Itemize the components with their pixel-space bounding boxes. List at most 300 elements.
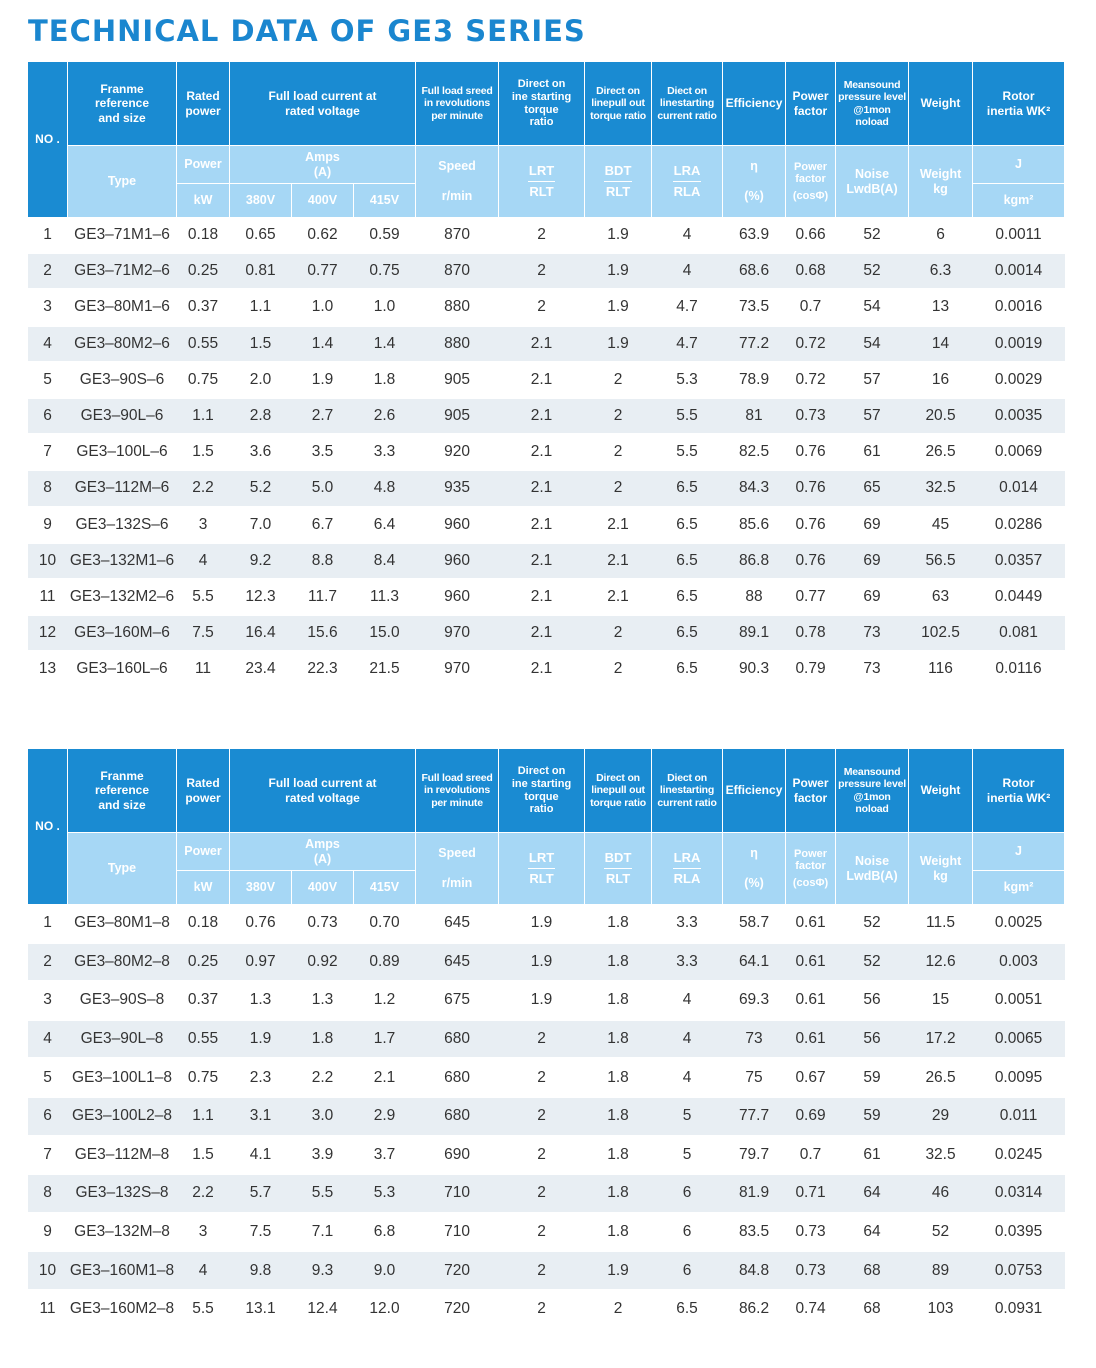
table-cell: 77.2 — [723, 326, 786, 362]
table-cell: 75 — [723, 1058, 786, 1097]
table-row — [28, 507, 1065, 543]
table-cell: 0.7 — [786, 1136, 836, 1175]
header-j: J — [973, 833, 1065, 871]
table-cell: 5.5 — [652, 398, 723, 434]
table-row — [28, 615, 1065, 651]
table-cell: 6.8 — [354, 1213, 416, 1252]
table-cell: 1.8 — [585, 1174, 652, 1213]
cell-no: 1 — [28, 905, 68, 943]
table-cell: 0.62 — [292, 218, 354, 254]
table-cell: 4.8 — [354, 470, 416, 506]
cell-no: 4 — [28, 326, 68, 362]
cell-type: GE3–80M1–8 — [68, 905, 177, 943]
table-cell: 6.5 — [652, 579, 723, 615]
table-cell: 61 — [836, 1136, 909, 1175]
table-cell: 81.9 — [723, 1174, 786, 1213]
table-cell: 2.1 — [585, 543, 652, 579]
table-cell: 1.3 — [292, 981, 354, 1020]
table-cell: 26.5 — [909, 1058, 973, 1097]
cell-type: GE3–71M1–6 — [68, 218, 177, 254]
table-cell: 0.75 — [177, 362, 230, 398]
table-cell: 970 — [416, 651, 499, 687]
table-cell: 1.9 — [292, 362, 354, 398]
table-cell: 2.1 — [499, 543, 585, 579]
table-cell: 77.7 — [723, 1097, 786, 1136]
header-rated-power: Rated power — [177, 749, 230, 833]
table-cell: 89 — [909, 1251, 973, 1290]
table-cell: 2 — [499, 289, 585, 325]
table-cell: 84.8 — [723, 1251, 786, 1290]
table-cell: 15.6 — [292, 615, 354, 651]
table-cell: 0.76 — [786, 470, 836, 506]
table-cell: 0.011 — [973, 1097, 1065, 1136]
header-power: Power — [177, 146, 230, 184]
table-cell: 3.3 — [652, 943, 723, 982]
header-speed: Speed r/min — [416, 833, 499, 905]
table-cell: 1.4 — [292, 326, 354, 362]
table-row — [28, 1251, 1065, 1290]
header-cos-phi: Power factor (cosΦ) — [786, 146, 836, 218]
table-cell: 0.37 — [177, 289, 230, 325]
table-cell: 89.1 — [723, 615, 786, 651]
table-cell: 0.74 — [786, 1290, 836, 1329]
table-cell: 52 — [909, 1213, 973, 1252]
table-cell: 0.75 — [177, 1058, 230, 1097]
cell-no: 5 — [28, 1058, 68, 1097]
header-row-top — [28, 749, 1065, 833]
header-lra-rla: $\frac{\text{LRA}}{\text{RLA}}$ — [652, 833, 723, 905]
table-cell: 2 — [499, 253, 585, 289]
table-cell: 0.0014 — [973, 253, 1065, 289]
cell-no: 9 — [28, 507, 68, 543]
table-cell: 82.5 — [723, 434, 786, 470]
table-row — [28, 579, 1065, 615]
table-cell: 4 — [652, 218, 723, 254]
table-cell: 2.7 — [292, 398, 354, 434]
table-cell: 9.2 — [230, 543, 292, 579]
table-cell: 9.8 — [230, 1251, 292, 1290]
table-cell: 6.5 — [652, 615, 723, 651]
table-cell: 0.55 — [177, 326, 230, 362]
table-cell: 2 — [585, 398, 652, 434]
table-cell: 1.8 — [292, 1020, 354, 1059]
table-cell: 4 — [652, 1020, 723, 1059]
cell-no: 7 — [28, 1136, 68, 1175]
table-cell: 4.7 — [652, 289, 723, 325]
table-cell: 1.1 — [177, 1097, 230, 1136]
table-cell: 13.1 — [230, 1290, 292, 1329]
table-cell: 1.9 — [585, 218, 652, 254]
table-cell: 2.9 — [354, 1097, 416, 1136]
table-cell: 0.78 — [786, 615, 836, 651]
table-cell: 0.76 — [786, 434, 836, 470]
table-cell: 645 — [416, 943, 499, 982]
table-cell: 0.003 — [973, 943, 1065, 982]
header-lrt-rlt: $\frac{\text{LRT}}{\text{RLT}}$ — [499, 833, 585, 905]
table-cell: 0.0449 — [973, 579, 1065, 615]
table-cell: 0.014 — [973, 470, 1065, 506]
cell-type: GE3–100L2–8 — [68, 1097, 177, 1136]
table-cell: 46 — [909, 1174, 973, 1213]
table-cell: 14 — [909, 326, 973, 362]
table-cell: 8.8 — [292, 543, 354, 579]
header-no: NO . — [28, 62, 68, 218]
cell-type: GE3–160M–6 — [68, 615, 177, 651]
table-cell: 3.6 — [230, 434, 292, 470]
table-cell: 1.9 — [585, 1251, 652, 1290]
table-cell: 88 — [723, 579, 786, 615]
table-cell: 21.5 — [354, 651, 416, 687]
header-power: Power — [177, 833, 230, 871]
table-row — [28, 1097, 1065, 1136]
table-cell: 6 — [909, 218, 973, 254]
table-cell: 0.0051 — [973, 981, 1065, 1020]
table-row — [28, 1020, 1065, 1059]
header-starting-torque: Direct on ine starting torque ratio — [499, 749, 585, 833]
cell-type: GE3–71M2–6 — [68, 253, 177, 289]
table-cell: 2.2 — [177, 1174, 230, 1213]
table-cell: 0.76 — [786, 543, 836, 579]
table-cell: 2.1 — [499, 651, 585, 687]
header-bdt-rlt: $\frac{\text{BDT}}{\text{RLT}}$ — [585, 833, 652, 905]
table-cell: 73.5 — [723, 289, 786, 325]
table-cell: 12.0 — [354, 1290, 416, 1329]
header-weight-kg: Weight kg — [909, 833, 973, 905]
table-body — [28, 905, 1065, 1329]
table-cell: 675 — [416, 981, 499, 1020]
table-row — [28, 943, 1065, 982]
cell-no: 10 — [28, 1251, 68, 1290]
table-cell: 1.8 — [585, 1058, 652, 1097]
table-cell: 6.5 — [652, 651, 723, 687]
table-cell: 0.0286 — [973, 507, 1065, 543]
header-eta: η (%) — [723, 833, 786, 905]
table-cell: 2.1 — [354, 1058, 416, 1097]
table-cell: 13 — [909, 289, 973, 325]
cell-type: GE3–132S–8 — [68, 1174, 177, 1213]
table-cell: 4 — [652, 253, 723, 289]
table-cell: 1.8 — [585, 1213, 652, 1252]
table-cell: 2 — [585, 1290, 652, 1329]
cell-type: GE3–160M2–8 — [68, 1290, 177, 1329]
table-cell: 0.0095 — [973, 1058, 1065, 1097]
cell-type: GE3–160M1–8 — [68, 1251, 177, 1290]
header-full-load-current: Full load current at rated voltage — [230, 749, 416, 833]
table-cell: 0.0025 — [973, 905, 1065, 943]
header-eta: η (%) — [723, 146, 786, 218]
cell-no: 11 — [28, 579, 68, 615]
cell-no: 6 — [28, 398, 68, 434]
header-kgm2: kgm² — [973, 184, 1065, 218]
table-cell: 1.9 — [585, 289, 652, 325]
cell-type: GE3–90S–8 — [68, 981, 177, 1020]
table-cell: 5.2 — [230, 470, 292, 506]
header-415v: 415V — [354, 871, 416, 905]
table-cell: 0.0016 — [973, 289, 1065, 325]
table-cell: 5.5 — [652, 434, 723, 470]
table-cell: 6 — [652, 1174, 723, 1213]
table-row — [28, 651, 1065, 687]
table-row — [28, 905, 1065, 943]
table-row — [28, 1213, 1065, 1252]
cell-no: 11 — [28, 1290, 68, 1329]
table-cell: 9.3 — [292, 1251, 354, 1290]
table-cell: 645 — [416, 905, 499, 943]
table-cell: 2 — [499, 1174, 585, 1213]
table-cell: 6.5 — [652, 1290, 723, 1329]
table-row — [28, 470, 1065, 506]
cell-type: GE3–90S–6 — [68, 362, 177, 398]
table-cell: 0.37 — [177, 981, 230, 1020]
table-cell: 59 — [836, 1058, 909, 1097]
table-cell: 0.61 — [786, 1020, 836, 1059]
header-400v: 400V — [292, 184, 354, 218]
table-cell: 0.73 — [786, 1213, 836, 1252]
table-cell: 15 — [909, 981, 973, 1020]
table-cell: 84.3 — [723, 470, 786, 506]
header-frame: Franme reference and size — [68, 749, 177, 833]
table-cell: 0.081 — [973, 615, 1065, 651]
header-bdt-rlt: $\frac{\text{BDT}}{\text{RLT}}$ — [585, 146, 652, 218]
table-cell: 0.75 — [354, 253, 416, 289]
table-cell: 59 — [836, 1097, 909, 1136]
table-cell: 64 — [836, 1174, 909, 1213]
table-cell: 2.1 — [499, 362, 585, 398]
table-cell: 6.5 — [652, 543, 723, 579]
table-cell: 1.9 — [499, 943, 585, 982]
table-cell: 870 — [416, 218, 499, 254]
table-cell: 960 — [416, 543, 499, 579]
table-cell: 79.7 — [723, 1136, 786, 1175]
table-cell: 4.1 — [230, 1136, 292, 1175]
cell-no: 6 — [28, 1097, 68, 1136]
table-cell: 2 — [499, 218, 585, 254]
table-cell: 3 — [177, 507, 230, 543]
header-starting-current: Diect on linestarting current ratio — [652, 749, 723, 833]
cell-no: 9 — [28, 1213, 68, 1252]
table-cell: 905 — [416, 398, 499, 434]
table-cell: 6.5 — [652, 507, 723, 543]
table-cell: 1.5 — [177, 434, 230, 470]
table-cell: 56 — [836, 1020, 909, 1059]
header-full-load-speed: Full load sreed in revolutions per minute — [416, 749, 499, 833]
table-cell: 690 — [416, 1136, 499, 1175]
table-cell: 29 — [909, 1097, 973, 1136]
table-cell: 2.1 — [585, 579, 652, 615]
table-cell: 710 — [416, 1213, 499, 1252]
cell-no: 2 — [28, 943, 68, 982]
table-cell: 1.9 — [230, 1020, 292, 1059]
table-cell: 52 — [836, 905, 909, 943]
header-speed: Speed r/min — [416, 146, 499, 218]
table-cell: 4 — [652, 981, 723, 1020]
table-cell: 6 — [652, 1251, 723, 1290]
table-cell: 12.6 — [909, 943, 973, 982]
table-cell: 16 — [909, 362, 973, 398]
table-cell: 1.4 — [354, 326, 416, 362]
table-cell: 2.2 — [177, 470, 230, 506]
table-cell: 4 — [177, 1251, 230, 1290]
table-cell: 2 — [585, 651, 652, 687]
table-cell: 23.4 — [230, 651, 292, 687]
table-cell: 32.5 — [909, 1136, 973, 1175]
table-cell: 69 — [836, 507, 909, 543]
table-cell: 73 — [836, 651, 909, 687]
table-cell: 102.5 — [909, 615, 973, 651]
table-cell: 2.3 — [230, 1058, 292, 1097]
header-noise: Meansound pressure level @1mon noload — [836, 62, 909, 146]
table-cell: 56 — [836, 981, 909, 1020]
table-cell: 1.5 — [230, 326, 292, 362]
table-row — [28, 981, 1065, 1020]
header-rotor-inertia: Rotor inertia WK² — [973, 749, 1065, 833]
table-cell: 11.5 — [909, 905, 973, 943]
cell-type: GE3–112M–6 — [68, 470, 177, 506]
table-cell: 0.97 — [230, 943, 292, 982]
table-cell: 22.3 — [292, 651, 354, 687]
table-cell: 680 — [416, 1058, 499, 1097]
table-cell: 2.6 — [354, 398, 416, 434]
table-cell: 4 — [652, 1058, 723, 1097]
header-kw: kW — [177, 184, 230, 218]
header-400v: 400V — [292, 871, 354, 905]
table-cell: 1.8 — [585, 1097, 652, 1136]
table-body — [28, 218, 1065, 688]
table-cell: 2.1 — [499, 398, 585, 434]
header-380v: 380V — [230, 184, 292, 218]
table-cell: 0.72 — [786, 362, 836, 398]
table-cell: 0.69 — [786, 1097, 836, 1136]
cell-type: GE3–112M–8 — [68, 1136, 177, 1175]
header-efficiency: Efficiency — [723, 62, 786, 146]
table-cell: 63 — [909, 579, 973, 615]
table-cell: 3 — [177, 1213, 230, 1252]
table-row — [28, 362, 1065, 398]
cell-no: 1 — [28, 218, 68, 254]
table-cell: 1.8 — [585, 1020, 652, 1059]
header-type: Type — [68, 833, 177, 905]
table-cell: 7.5 — [177, 615, 230, 651]
header-row-mid — [28, 833, 1065, 871]
table-cell: 1.9 — [585, 253, 652, 289]
table-cell: 0.0029 — [973, 362, 1065, 398]
cell-no: 3 — [28, 289, 68, 325]
table-cell: 0.0116 — [973, 651, 1065, 687]
table-cell: 0.59 — [354, 218, 416, 254]
table-row — [28, 434, 1065, 470]
header-rated-power: Rated power — [177, 62, 230, 146]
table-cell: 2.1 — [499, 615, 585, 651]
cell-no: 2 — [28, 253, 68, 289]
table-row — [28, 326, 1065, 362]
header-starting-torque: Direct on ine starting torque ratio — [499, 62, 585, 146]
table-cell: 3.5 — [292, 434, 354, 470]
table-cell: 2.2 — [292, 1058, 354, 1097]
table-cell: 870 — [416, 253, 499, 289]
table-cell: 6 — [652, 1213, 723, 1252]
header-weight: Weight — [909, 62, 973, 146]
table-cell: 11 — [177, 651, 230, 687]
table-cell: 2 — [585, 362, 652, 398]
table-cell: 57 — [836, 398, 909, 434]
table-cell: 56.5 — [909, 543, 973, 579]
table-cell: 7.0 — [230, 507, 292, 543]
cell-no: 5 — [28, 362, 68, 398]
header-noise: Meansound pressure level @1mon noload — [836, 749, 909, 833]
table-cell: 960 — [416, 579, 499, 615]
table-cell: 3.9 — [292, 1136, 354, 1175]
table-cell: 0.0314 — [973, 1174, 1065, 1213]
table-cell: 2 — [499, 1136, 585, 1175]
cell-type: GE3–80M2–6 — [68, 326, 177, 362]
header-power-factor: Power factor — [786, 62, 836, 146]
table-cell: 12.4 — [292, 1290, 354, 1329]
table-cell: 0.0395 — [973, 1213, 1065, 1252]
table-cell: 0.61 — [786, 981, 836, 1020]
cell-no: 7 — [28, 434, 68, 470]
table-cell: 0.70 — [354, 905, 416, 943]
table-cell: 680 — [416, 1020, 499, 1059]
table-cell: 69.3 — [723, 981, 786, 1020]
table-cell: 1.0 — [354, 289, 416, 325]
header-380v: 380V — [230, 871, 292, 905]
table-row — [28, 398, 1065, 434]
table-cell: 2.1 — [499, 434, 585, 470]
table-cell: 5 — [652, 1136, 723, 1175]
table-cell: 0.61 — [786, 943, 836, 982]
cell-type: GE3–100L1–8 — [68, 1058, 177, 1097]
cell-no: 4 — [28, 1020, 68, 1059]
table-cell: 0.65 — [230, 218, 292, 254]
table-cell: 68 — [836, 1251, 909, 1290]
table-cell: 68 — [836, 1290, 909, 1329]
header-no: NO . — [28, 749, 68, 905]
header-amps: Amps (A) — [230, 146, 416, 184]
header-weight: Weight — [909, 749, 973, 833]
header-pullout-torque: Direct on linepull out torque ratio — [585, 62, 652, 146]
table-cell: 2.8 — [230, 398, 292, 434]
table-cell: 20.5 — [909, 398, 973, 434]
table-cell: 26.5 — [909, 434, 973, 470]
table-cell: 5 — [652, 1097, 723, 1136]
table-cell: 960 — [416, 507, 499, 543]
cell-no: 13 — [28, 651, 68, 687]
cell-type: GE3–160L–6 — [68, 651, 177, 687]
table-cell: 0.67 — [786, 1058, 836, 1097]
table-cell: 2 — [585, 470, 652, 506]
cell-no: 8 — [28, 1174, 68, 1213]
page-title: TECHNICAL DATA OF GE3 SERIES — [28, 14, 586, 48]
table-cell: 1.5 — [177, 1136, 230, 1175]
table-cell: 0.92 — [292, 943, 354, 982]
cell-no: 3 — [28, 981, 68, 1020]
table-cell: 86.2 — [723, 1290, 786, 1329]
table-cell: 0.25 — [177, 943, 230, 982]
table-cell: 1.8 — [585, 905, 652, 943]
table-cell: 5.5 — [292, 1174, 354, 1213]
table-cell: 7.5 — [230, 1213, 292, 1252]
table-cell: 0.0011 — [973, 218, 1065, 254]
table-cell: 0.55 — [177, 1020, 230, 1059]
table-row — [28, 218, 1065, 254]
header-noise-db: Noise LwdB(A) — [836, 146, 909, 218]
table-cell: 52 — [836, 253, 909, 289]
table-cell: 2 — [499, 1213, 585, 1252]
table-cell: 3.3 — [652, 905, 723, 943]
cell-no: 10 — [28, 543, 68, 579]
table-cell: 1.1 — [177, 398, 230, 434]
header-amps: Amps (A) — [230, 833, 416, 871]
